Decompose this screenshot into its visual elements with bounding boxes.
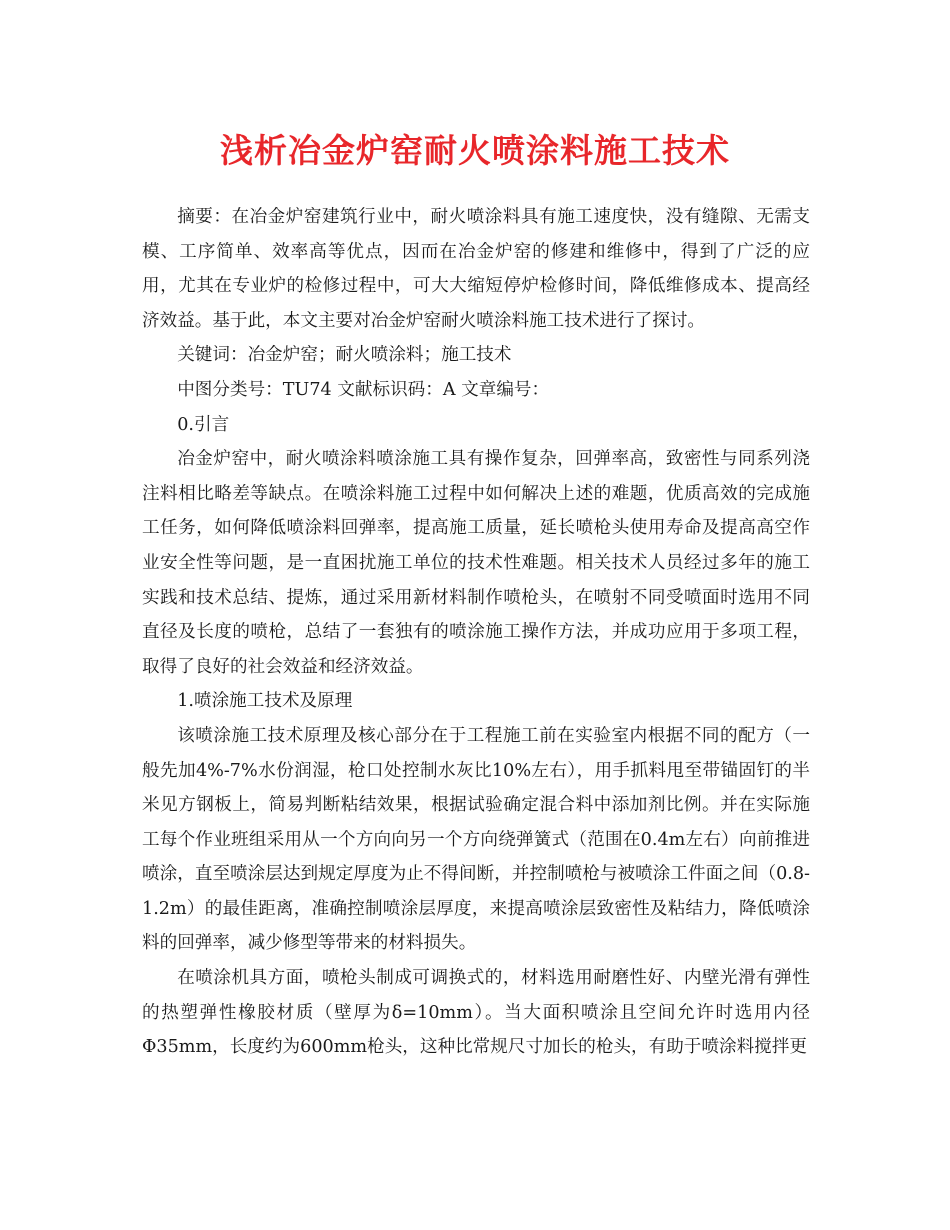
equipment-paragraph: 在喷涂机具方面，喷枪头制成可调换式的，材料选用耐磨性好、内壁光滑有弹性的热塑弹性橡胶材质（壁厚为δ=10mm）。当大面积喷涂且空间允许时选用内径Φ35mm，长度约为600mm枪头，这种比常规尺寸加长的枪头，有助于喷涂料搅拌更 [142,968,810,1058]
document-title: 浅析冶金炉窑耐火喷涂料施工技术 [220,131,730,170]
keywords-line: 关键词：冶金炉窑；耐火喷涂料；施工技术 [177,345,512,366]
introduction-paragraph: 冶金炉窑中，耐火喷涂料喷涂施工具有操作复杂，回弹率高，致密性与同系列浇注料相比略差等缺点。在喷涂料施工过程中如何解决上述的难题，优质高效的完成施工任务，如何降低喷涂料回弹率，提高施工质量，延长喷枪头使用寿命及提高高空作业安全性等问题，是一直困扰施工单位的技术性难题。相关技术人员经过多年的施工实践和技术总结、提炼，通过采用新材料制作喷枪头，在喷射不同受喷面时选用不同直径及长度的喷枪，总结了一套独有的喷涂施工操作方法，并成功应用于多项工程，取得了良好的社会效益和经济效益。 [142,449,810,677]
section-heading-technique: 1.喷涂施工技术及原理 [177,691,353,712]
abstract-paragraph: 摘要：在冶金炉窑建筑行业中，耐火喷涂料具有施工速度快，没有缝隙、无需支模、工序简单、效率高等优点，因而在冶金炉窑的修建和维修中，得到了广泛的应用，尤其在专业炉的检修过程中，可大大缩短停炉检修时间，降低维修成本、提高经济效益。基于此，本文主要对冶金炉窑耐火喷涂料施工技术进行了探讨。 [142,207,810,331]
section-heading-introduction: 0.引言 [177,414,230,435]
document-body [142,200,810,1065]
classification-line: 中图分类号：TU74 文献标识码：A 文章编号： [177,379,550,400]
technique-paragraph: 该喷涂施工技术原理及核心部分在于工程施工前在实验室内根据不同的配方（一般先加4%-7%水份润湿，枪口处控制水灰比10%左右），用手抓料甩至带锚固钉的半米见方钢板上，简易判断粘结效果，根据试验确定混合料中添加剂比例。并在实际施工每个作业班组采用从一个方向向另一个方向绕弹簧式（范围在0.4m左右）向前推进喷涂，直至喷涂层达到规定厚度为止不得间断，并控制喷枪与被喷涂工件面之间（0.8-1.2m）的最佳距离，准确控制喷涂层厚度，来提高喷涂层致密性及粘结力，降低喷涂料的回弹率，减少修型等带来的材料损失。 [142,725,810,954]
